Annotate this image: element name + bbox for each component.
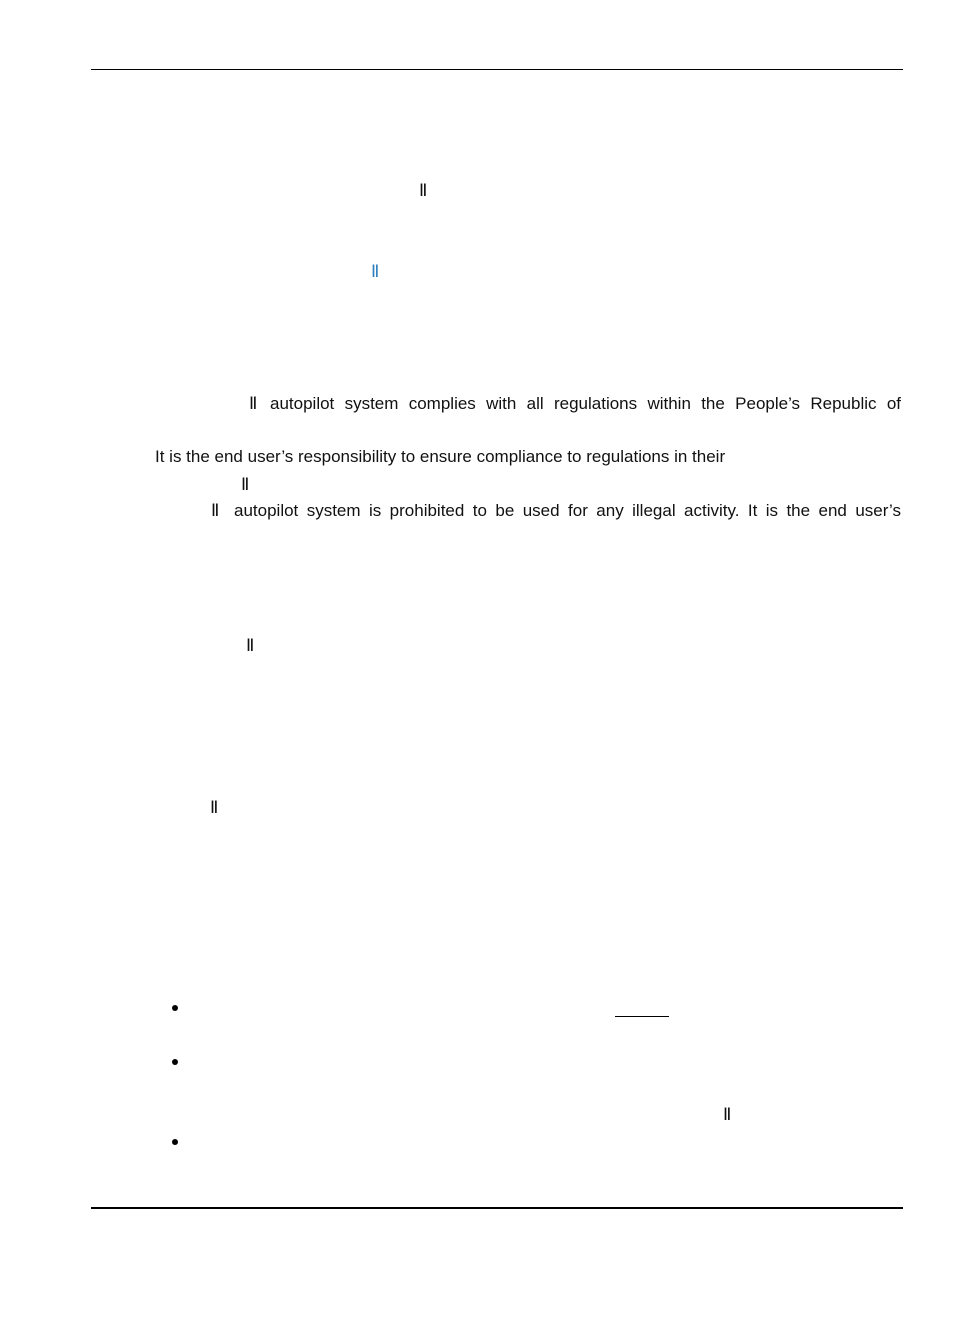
roman-numeral-ii: Ⅱ <box>419 181 428 200</box>
responsibility-text-line: It is the end user’s responsibility to ensure compliance to regulations in their <box>155 447 726 466</box>
roman-numeral-ii: Ⅱ <box>210 798 219 817</box>
list-bullet <box>172 1005 178 1011</box>
footer-rule <box>91 1207 903 1209</box>
list-bullet <box>172 1139 178 1145</box>
prohibited-text-line: autopilot system is prohibited to be used for any illegal activity. It is the end user’s <box>234 501 901 520</box>
underlined-blank <box>615 1016 669 1017</box>
header-rule <box>91 69 903 70</box>
compliance-text-line: autopilot system complies with all regulations within the People’s Republic of <box>270 394 901 413</box>
roman-numeral-ii: Ⅱ <box>723 1105 732 1124</box>
roman-numeral-ii: Ⅱ <box>241 475 250 494</box>
roman-numeral-ii-link[interactable]: Ⅱ <box>371 262 380 281</box>
roman-numeral-ii: Ⅱ <box>211 501 220 520</box>
roman-numeral-ii: Ⅱ <box>249 394 258 413</box>
roman-numeral-ii: Ⅱ <box>246 636 255 655</box>
list-bullet <box>172 1059 178 1065</box>
